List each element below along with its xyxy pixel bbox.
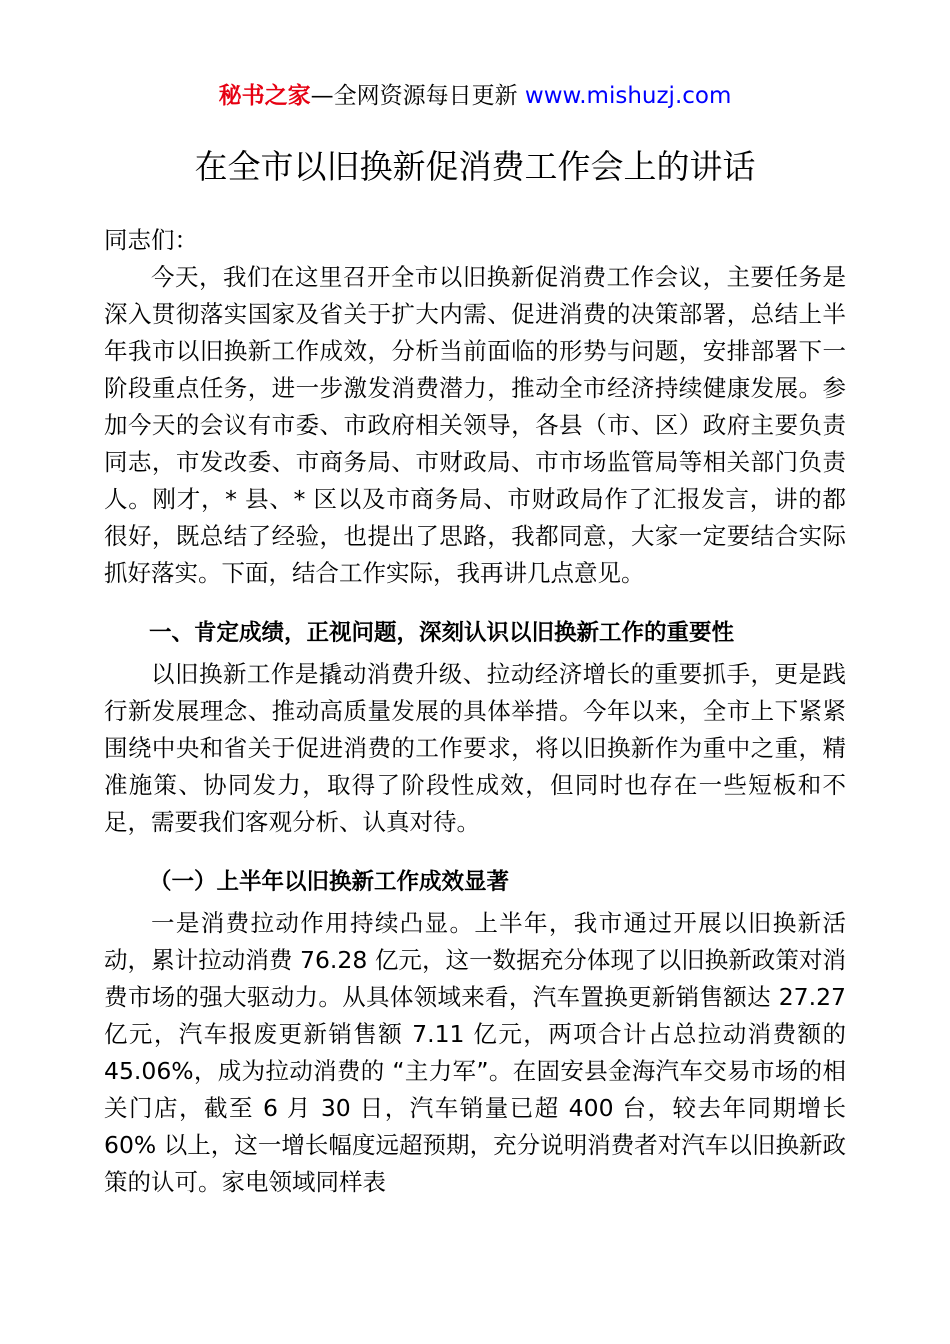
site-url-link[interactable]: www.mishuzj.com xyxy=(524,83,732,109)
intro-paragraph: 今天，我们在这里召开全市以旧换新促消费工作会议，主要任务是深入贯彻落实国家及省关于扩大内需、促进消费的决策部署，总结上半年我市以旧换新工作成效，分析当前面临的形势与问题，安排部署下一阶段重点任务，进一步激发消费潜力，推动全市经济持续健康发展。参加今天的会议有市委、市政府相关领导，各县（市、区）政府主要负责同志，市发改委、市商务局、市财政局、市市场监管局等相关部门负责人。刚才，* 县、* 区以及市商务局、市财政局作了汇报发言，讲的都很好，既总结了经验，也提出了思路，我都同意，大家一定要结合实际抓好落实。下面，结合工作实际，我再讲几点意见。 xyxy=(104,263,846,587)
section-paragraph: 以旧换新工作是撬动消费升级、拉动经济增长的重要抓手，更是践行新发展理念、推动高质量发展的具体举措。今年以来，全市上下紧紧围绕中央和省关于促进消费的工作要求，将以旧换新作为重中之重，精准施策、协同发力，取得了阶段性成效，但同时也存在一些短板和不足，需要我们客观分析、认真对待。 xyxy=(104,660,846,836)
document-title: 在全市以旧换新促消费工作会上的讲话 xyxy=(194,147,756,186)
salutation: 同志们： xyxy=(104,226,198,254)
section-heading: 一、肯定成绩，正视问题，深刻认识以旧换新工作的重要性 xyxy=(149,620,735,646)
site-tagline: —全网资源每日更新 xyxy=(310,83,525,109)
site-brand: 秘书之家 xyxy=(218,83,311,109)
document-body xyxy=(104,222,846,1201)
site-header xyxy=(0,80,950,112)
subsection-paragraph: 一是消费拉动作用持续凸显。上半年，我市通过开展以旧换新活动，累计拉动消费 76.28 亿元，这一数据充分体现了以旧换新政策对消费市场的强大驱动力。从具体领域来看，汽车置换更新销售额达 27.27 亿元，汽车报废更新销售额 7.11 亿元，两项合计占总拉动消费额的 45.06%，成为拉动消费的 “主力军”。在固安县金海汽车交易市场的相关门店，截至 6 月 30 日，汽车销量已超 400 台，较去年同期增长 60% 以上，这一增长幅度远超预期，充分说明消费者对汽车以旧换新政策的认可。家电领域同样表 xyxy=(104,909,846,1196)
subsection-heading: （一）上半年以旧换新工作成效显著 xyxy=(149,869,510,895)
